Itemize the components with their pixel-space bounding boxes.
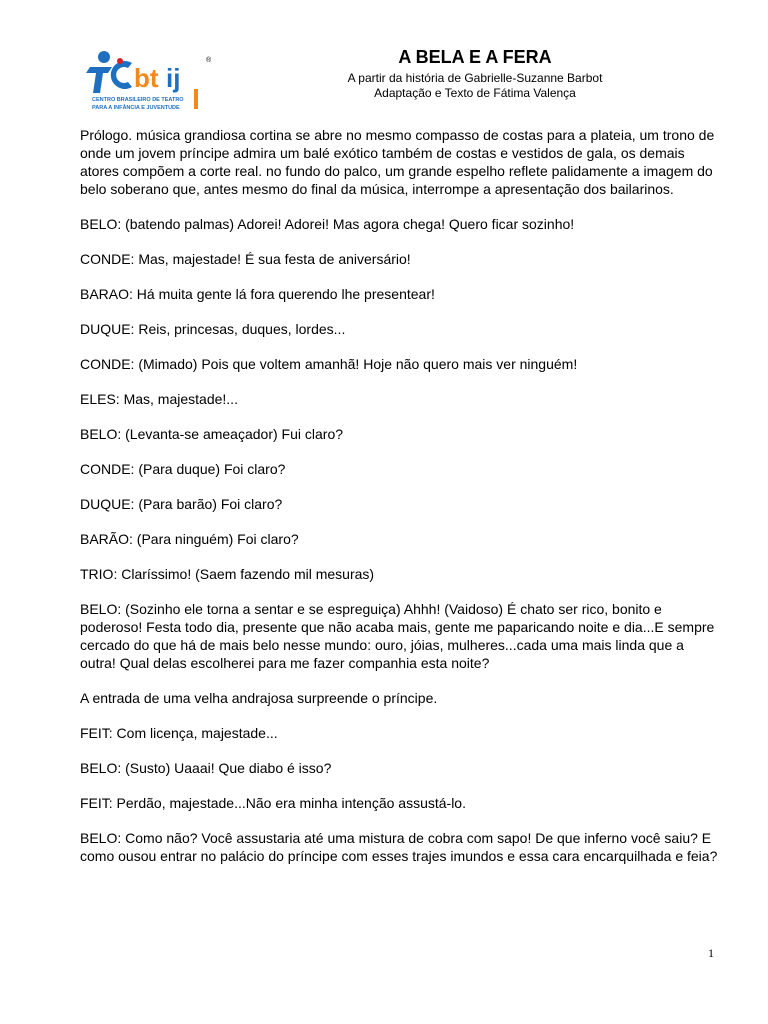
dialogue-line: FEIT: Perdão, majestade...Não era minha intenção assustá-lo. <box>80 795 466 811</box>
dialogue-line: DUQUE: (Para barão) Foi claro? <box>80 496 283 512</box>
svg-text:bt: bt <box>134 63 159 93</box>
svg-text:ij: ij <box>166 63 181 93</box>
page-number: 1 <box>708 946 714 960</box>
dialogue-line: ELES: Mas, majestade!... <box>80 391 238 407</box>
dialogue-line: BELO: (batendo palmas) Adorei! Adorei! Mas agora chega! Quero ficar sozinho! <box>80 216 575 232</box>
dialogue-line: CONDE: (Para duque) Foi claro? <box>80 461 286 477</box>
svg-text:®: ® <box>206 57 212 64</box>
dialogue-line: BELO: Como não? Você assustaria até uma mistura de cobra com sapo! De que inferno você saiu? E como ousou entrar no palácio do príncipe com esses trajes imundos e essa cara encarquilhada e feia? <box>80 830 718 864</box>
dialogue-line: CONDE: Mas, majestade! É sua festa de aniversário! <box>80 251 411 267</box>
dialogue-line: BARÃO: (Para ninguém) Foi claro? <box>80 531 299 547</box>
dialogue-line: BELO: (Sozinho ele torna a sentar e se espreguiça) Ahhh! (Vaidoso) É chato ser rico, bonito e poderoso! Festa todo dia, presente que não acaba mais, gente me paparicando noite e dia...E sempre cercado do que há de mais belo nesse mundo: ouro, jóias, mulheres...cada uma mais linda que a outra! Qual delas escolherei para me fazer companhia esta noite? <box>80 601 715 671</box>
dialogue-line: TRIO: Claríssimo! (Saem fazendo mil mesuras) <box>80 566 375 582</box>
document-title: A BELA E A FERA <box>398 47 552 67</box>
svg-text:CENTRO BRASILEIRO DE TEATRO: CENTRO BRASILEIRO DE TEATRO <box>92 97 184 103</box>
dialogue-line: FEIT: Com licença, majestade... <box>80 725 278 741</box>
dialogue-line: BELO: (Levanta-se ameaçador) Fui claro? <box>80 426 344 442</box>
dialogue-line: BARAO: Há muita gente lá fora querendo lhe presentear! <box>80 286 435 302</box>
stage-direction: A entrada de uma velha andrajosa surpreende o príncipe. <box>80 690 438 706</box>
cbtij-logo <box>82 49 218 113</box>
svg-text:PARA A INFÂNCIA E JUVENTUDE: PARA A INFÂNCIA E JUVENTUDE <box>92 105 180 111</box>
document-subtitle-adaptation: Adaptação e Texto de Fátima Valença <box>374 86 576 100</box>
script-body <box>80 126 720 882</box>
prologue-paragraph: Prólogo. música grandiosa cortina se abre no mesmo compasso de costas para a plateia, um trono de onde um jovem príncipe admira um balé exótico também de costas e vestidos de gala, os demais atores compõem a corte real. no fundo do palco, um grande espelho reflete palidamente a imagem do belo soberano que, antes mesmo do final da música, interrompe a apresentação dos bailarinos. <box>80 127 715 197</box>
dialogue-line: BELO: (Susto) Uaaai! Que diabo é isso? <box>80 760 332 776</box>
dialogue-line: CONDE: (Mimado) Pois que voltem amanhã! Hoje não quero mais ver ninguém! <box>80 356 578 372</box>
document-subtitle-source: A partir da história de Gabrielle-Suzanne Barbot <box>347 71 603 85</box>
dialogue-line: DUQUE: Reis, princesas, duques, lordes... <box>80 321 346 337</box>
